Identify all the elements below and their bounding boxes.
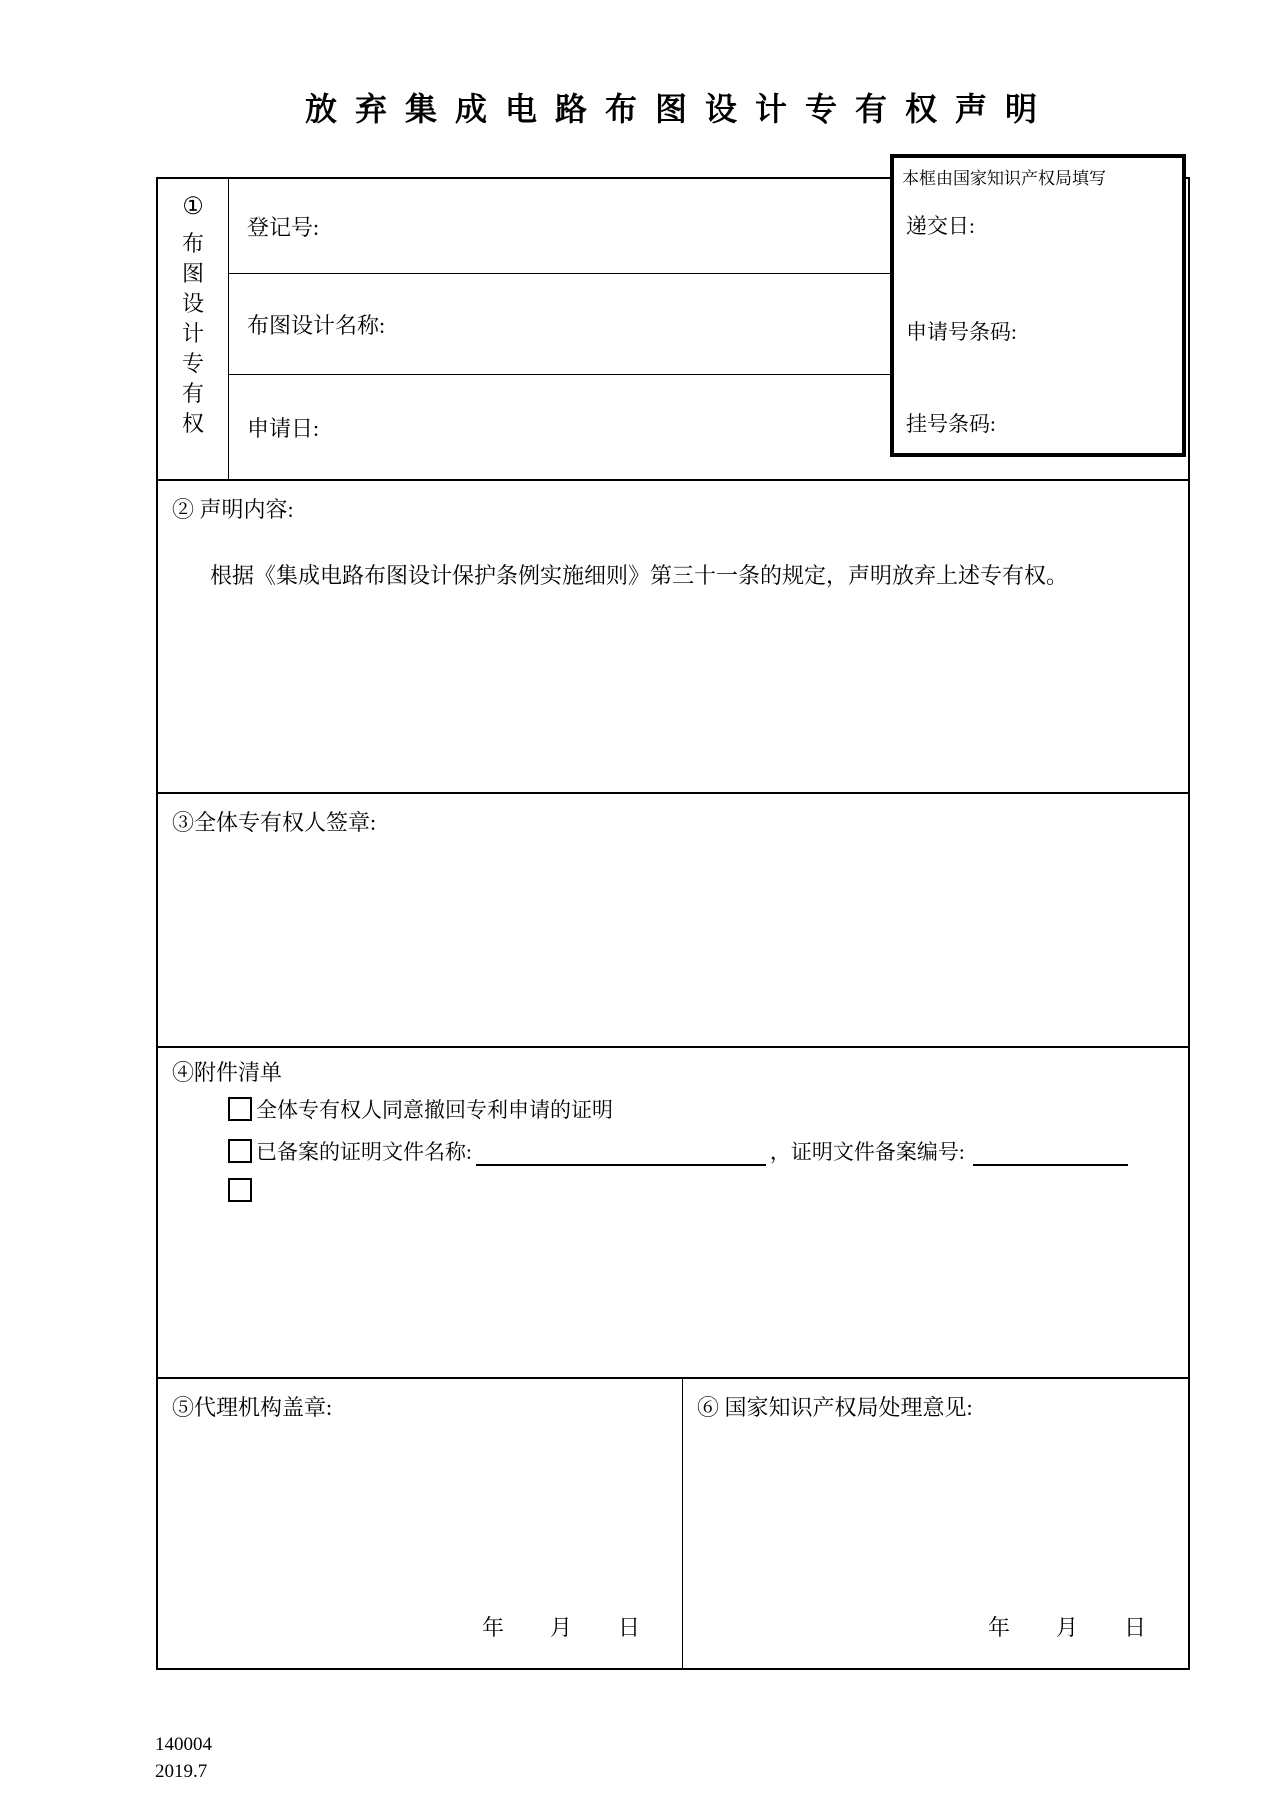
- vertical-label-char: 专: [181, 351, 204, 376]
- year-label: 年: [481, 1615, 504, 1640]
- section-signatures[interactable]: [158, 792, 1188, 1046]
- document-name-blank-line[interactable]: [476, 1138, 766, 1166]
- design-name-label: 布图设计名称:: [247, 312, 386, 338]
- vertical-label-char: 有: [181, 381, 204, 406]
- attachment-item-1-label: 全体专有权人同意撤回专利申请的证明: [256, 1098, 613, 1122]
- application-date-label: 申请日:: [247, 415, 320, 441]
- signatures-heading: ③全体专有权人签章:: [172, 810, 377, 835]
- section-office-opinion[interactable]: [683, 1379, 1188, 1668]
- mail-barcode-label: 挂号条码:: [906, 412, 996, 436]
- vertical-label-char: 权: [181, 411, 204, 436]
- form-footer: [155, 1732, 212, 1785]
- declaration-body: 根据《集成电路布图设计保护条例实施细则》第三十一条的规定，声明放弃上述专有权。: [210, 563, 1069, 588]
- declaration-heading: ② 声明内容:: [172, 497, 294, 522]
- section-declaration: [158, 479, 1188, 792]
- attachment-item-2: [228, 1136, 1128, 1166]
- day-label: 日: [617, 1615, 640, 1640]
- checkbox-withdrawal-proof[interactable]: [228, 1097, 252, 1121]
- application-barcode-label: 申请号条码:: [906, 320, 1017, 344]
- day-label: 日: [1123, 1615, 1146, 1640]
- section-agency-seal[interactable]: [158, 1379, 683, 1668]
- form-version: 2019.7: [155, 1760, 208, 1782]
- official-use-note: 本框由国家知识产权局填写: [902, 169, 1106, 188]
- form-code: 140004: [155, 1734, 212, 1755]
- filing-number-blank-line[interactable]: [973, 1138, 1128, 1166]
- office-opinion-heading: ⑥ 国家知识产权局处理意见:: [697, 1395, 973, 1420]
- page-title: 放弃集成电路布图设计专有权声明: [304, 91, 1055, 127]
- attachments-heading: ④附件清单: [172, 1060, 283, 1085]
- section1-number: ①: [182, 194, 204, 220]
- official-use-box: [890, 154, 1186, 457]
- checkbox-filed-document[interactable]: [228, 1139, 252, 1163]
- design-name-field[interactable]: [229, 274, 892, 375]
- registration-number-field[interactable]: [229, 179, 892, 274]
- section-attachments: [158, 1046, 1188, 1377]
- vertical-label-char: 图: [181, 261, 204, 286]
- vertical-label-char: 计: [181, 321, 204, 346]
- month-label: 月: [549, 1615, 572, 1640]
- vertical-label-char: 设: [181, 291, 204, 316]
- agency-seal-heading: ⑤代理机构盖章:: [172, 1395, 333, 1420]
- section-agency-and-office: [158, 1377, 1188, 1668]
- agency-date-line: [482, 1611, 640, 1642]
- submit-date-label: 递交日:: [906, 214, 975, 238]
- attachment-item-2-label-after: ，证明文件备案编号:: [769, 1140, 965, 1164]
- section1-vertical-label: [158, 179, 229, 479]
- checkbox-other[interactable]: [228, 1178, 252, 1202]
- application-date-field[interactable]: [229, 375, 892, 479]
- section1-rows: [229, 179, 892, 479]
- registration-number-label: 登记号:: [247, 214, 320, 240]
- office-date-line: [988, 1611, 1146, 1642]
- attachment-item-3: [228, 1178, 256, 1202]
- attachment-item-2-label: 已备案的证明文件名称:: [256, 1140, 472, 1164]
- vertical-label-char: 布: [181, 231, 204, 256]
- year-label: 年: [987, 1615, 1010, 1640]
- attachment-item-1: [228, 1094, 613, 1124]
- month-label: 月: [1055, 1615, 1078, 1640]
